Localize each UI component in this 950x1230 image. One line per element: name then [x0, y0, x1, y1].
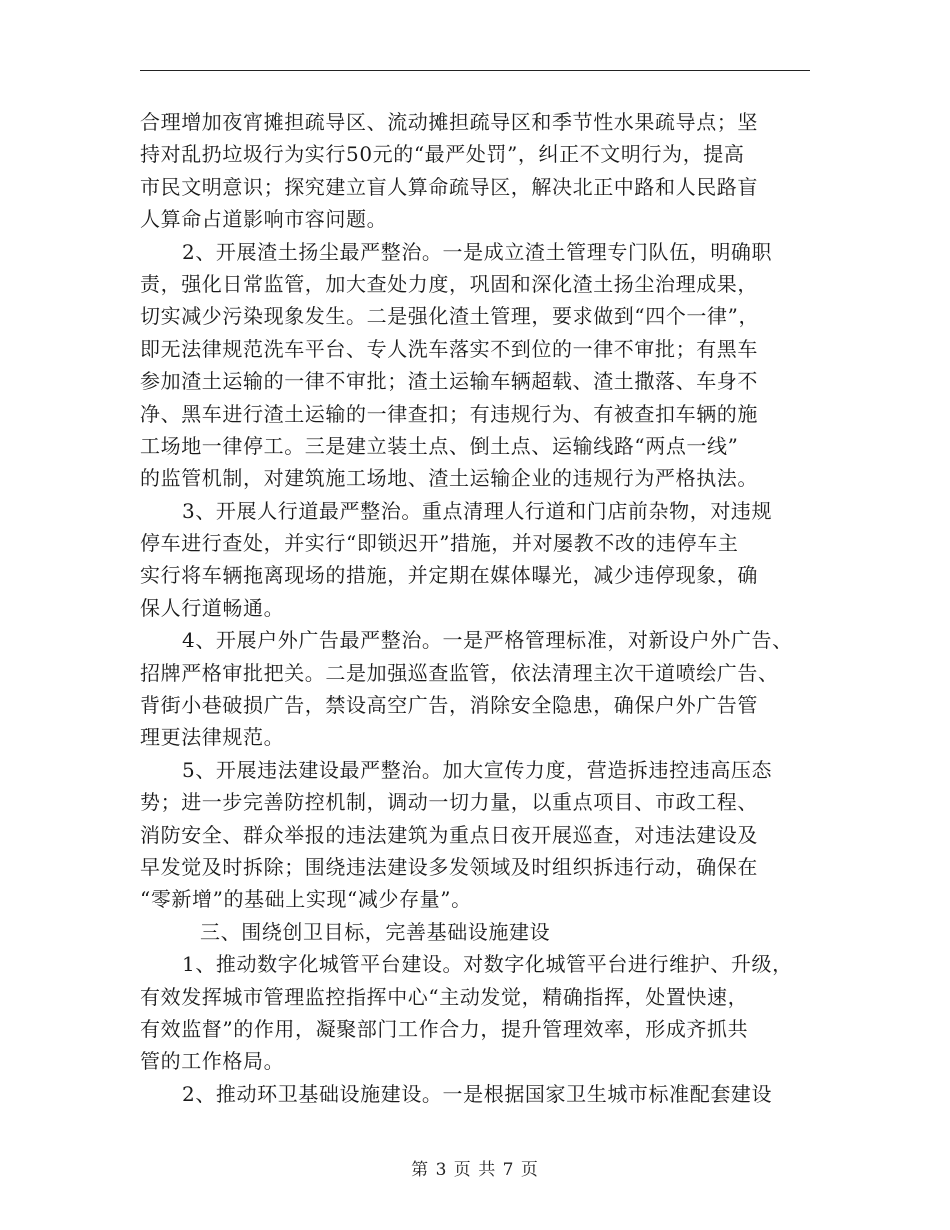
text-line: 有效监督”的作用，凝聚部门工作合力，提升管理效率，形成齐抓共 — [140, 1016, 749, 1041]
paragraph-start-line: 3、开展人行道最严整治。重点清理人行道和门店前杂物，对违规 — [182, 498, 773, 523]
text-line: 理更法律规范。 — [140, 725, 285, 750]
text-line: 的监管机制，对建筑施工场地、渣土运输企业的违规行为严格执法。 — [140, 466, 758, 491]
paragraph-start-line: 4、开展户外广告最严整治。一是严格管理标准，对新设户外广告、 — [182, 628, 793, 653]
text-line: 持对乱扔垃圾行为实行50元的“最严处罚”，纠正不文明行为，提高 — [140, 142, 745, 167]
section-heading: 三、围绕创卫目标，完善基础设施建设 — [200, 919, 551, 944]
page-number: 第 3 页 共 7 页 — [411, 1160, 539, 1180]
paragraph-start-line: 2、开展渣土扬尘最严整治。一是成立渣土管理专门队伍，明确职 — [182, 239, 773, 264]
paragraph-start-line: 2、推动环卫基础设施建设。一是根据国家卫生城市标准配套建设 — [182, 1081, 773, 1106]
text-line: 有效发挥城市管理监控指挥中心“主动发觉，精确指挥，处置快速， — [140, 984, 749, 1009]
text-line: 招牌严格审批把关。二是加强巡查监管，依法清理主次干道喷绘广告、 — [140, 660, 779, 685]
text-line: 责，强化日常监管，加大查处力度，巩固和深化渣土扬尘治理成果， — [140, 271, 758, 296]
text-line: 早发觉及时拆除；围绕违法建设多发领域及时组织拆违行动，确保在 — [140, 854, 758, 879]
text-line: 工场地一律停工。三是建立装土点、倒土点、运输线路“两点一线” — [140, 433, 739, 458]
text-line: 实行将车辆拖离现场的措施，并定期在媒体曝光，减少违停现象，确 — [140, 563, 758, 588]
document-body — [140, 106, 810, 1110]
text-line: 参加渣土运输的一律不审批；渣土运输车辆超载、渣土撒落、车身不 — [140, 369, 758, 394]
text-line: 消防安全、群众举报的违法建筑为重点日夜开展巡查，对违法建设及 — [140, 822, 758, 847]
paragraph-start-line: 1、推动数字化城管平台建设。对数字化城管平台进行维护、升级， — [182, 952, 793, 977]
text-line: 净、黑车进行渣土运输的一律查扣；有违规行为、有被查扣车辆的施 — [140, 401, 758, 426]
text-line: 切实减少污染现象发生。二是强化渣土管理，要求做到“四个一律”， — [140, 304, 760, 329]
text-line: 势；进一步完善防控机制，调动一切力量，以重点项目、市政工程、 — [140, 790, 758, 815]
text-line: 合理增加夜宵摊担疏导区、流动摊担疏导区和季节性水果疏导点；坚 — [140, 110, 758, 134]
text-line: “零新增”的基础上实现“减少存量”。 — [140, 887, 472, 912]
text-line: 管的工作格局。 — [140, 1049, 285, 1074]
text-line: 背街小巷破损广告，禁设高空广告，消除安全隐患，确保户外广告管 — [140, 693, 758, 718]
text-line: 停车进行查处，并实行“即锁迟开”措施，并对屡教不改的违停车主 — [140, 531, 739, 556]
text-line: 保人行道畅通。 — [140, 595, 285, 620]
paragraph-start-line: 5、开展违法建设最严整治。加大宣传力度，营造拆违控违高压态 — [182, 757, 773, 782]
text-line: 人算命占道影响市容问题。 — [140, 207, 388, 232]
text-line: 市民文明意识；探究建立盲人算命疏导区，解决北正中路和人民路盲 — [140, 174, 758, 199]
text-line: 即无法律规范洗车平台、专人洗车落实不到位的一律不审批；有黑车 — [140, 336, 758, 361]
header-rule — [140, 70, 810, 71]
